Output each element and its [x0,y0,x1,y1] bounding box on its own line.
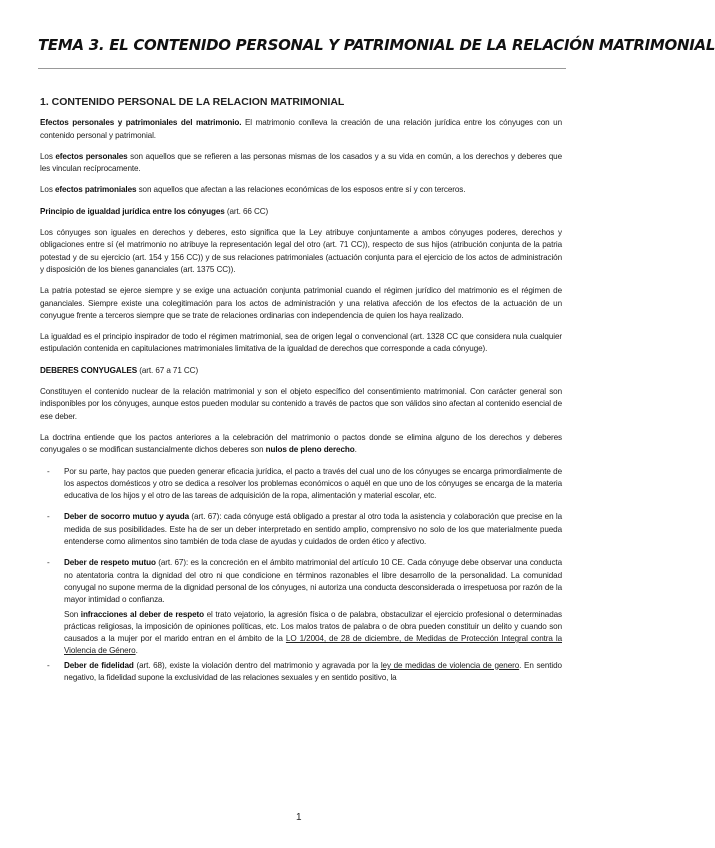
section-heading: 1. CONTENIDO PERSONAL DE LA RELACION MATRIMONIAL [40,96,345,108]
bullet-dash: - [47,466,50,476]
list-item [40,511,562,548]
paragraph-text: (art. 67 a 71 CC) [137,365,199,375]
list-item-text: . En sentido negativo, la fidelidad supone la exclusividad de las relaciones sexuales y en sentido positivo, la [64,660,562,682]
bold-text: efectos patrimoniales [54,185,137,195]
paragraph-text: . [354,445,357,455]
list-item-subparagraph [64,609,562,658]
bold-text: nulos de pleno derecho [265,445,355,455]
list-item-text: (art. 67): es la concreción en el ámbito matrimonial del artículo 10 CE. Cada cónyuge debe observar una conducta no atentatoria contra la dignidad del otro ni que condicione en términos razonables el libre desarrollo de la personalidad. La comunidad conyugal no supone merma de la dignidad personal de los cónyuges, ni autoriza una conducta desconsiderada o irrespetuosa por razón de la mayor intimidad o confianza. [64,558,562,605]
bullet-dash: - [47,558,50,568]
paragraph-contenido-nuclear: Constituyen el contenido nuclear de la relación matrimonial y son el objeto específico del consentimiento matrimonial. Con carácter general son indisponibles por los cónyuges, aunque estos pueden modular su contenido a través de pactos que son válidos sino afectan al contenido esencial de ese deber. [40,387,562,421]
bold-text: Deber de socorro mutuo y ayuda [64,512,190,522]
paragraph-text: Los [40,185,55,195]
document-title: TEMA 3. EL CONTENIDO PERSONAL Y PATRIMONIAL DE LA RELACIÓN MATRIMONIAL [38,36,715,54]
list-item-text: (art. 67): cada cónyuge está obligado a prestar al otro toda la asistencia y colaboración que precise en la medida de sus posibilidades. Este ha de ser un deber interpretado en sentido amplio, comprensivo no solo de los que materialmente pueda entenderse como alimentos sino también de toda clase de ayudas y cuidados de orden ético y afectivo. [64,512,562,547]
paragraph-text: (art. 66 CC) [224,206,269,216]
page-number: 1 [296,812,302,823]
list-item-text: Por su parte, hay pactos que pueden generar eficacia jurídica, el pacto a través del cual uno de los cónyuges se encarga primordialmente de los aspectos domésticos y otro se dedica a resolver los problemas económicos o aquél en que uno de los cónyuges se encarga de la materia educativa de los hijos y el otro de las tareas de adquisición de la ropa, alimentación y material escolar, etc. [64,466,562,501]
title-divider [38,68,566,69]
law-link[interactable]: LO 1/2004, de 28 de diciembre, de Medidas de Protección Integral contra la Violencia de Género [64,634,562,656]
paragraph-text: son aquellos que afectan a las relaciones económicas de los esposos entre sí y con terceros. [136,185,466,195]
list-item [40,466,562,503]
paragraph-patria-potestad: La patria potestad se ejerce siempre y se exige una actuación conjunta patrimonial cuando el régimen jurídico del matrimonio es el régimen de gananciales. Siempre existe una colegitimación para los actos de administración y una relativa afección de los efectos de la actuación de un conyugue frente a terceros siempre que se trate de relaciones ordinarias con independencia de quien los haya realizado. [40,286,562,320]
subheading-deberes [40,365,562,377]
paragraph-efectos [40,117,562,142]
list-item [40,557,562,657]
paragraph-text: La doctrina entiende que los pactos anteriores a la celebración del matrimonio o pactos donde se elimina alguno de los derechos y deberes conyugales o se modifican sustancialmente dichos deberes son [40,432,562,455]
deberes-list [40,466,562,685]
law-link[interactable]: ley de medidas de violencia de genero [380,660,520,670]
subheading-igualdad [40,206,562,218]
list-item [40,660,562,685]
bold-text: Principio de igualdad jurídica entre los cónyuges [40,206,225,216]
bold-text: Deber de respeto mutuo [64,558,156,568]
bold-text: Deber de fidelidad [64,660,134,670]
paragraph-text: El matrimonio conlleva la creación de una relación jurídica entre los cónyuges con un contenido personal y patrimonial. [40,118,562,140]
bold-text: efectos personales [55,151,128,161]
paragraph-text: son aquellos que se refieren a las personas mismas de los casados y a su vida en común, a los derechos y deberes que les vinculan recíprocamente. [40,151,562,174]
bullet-dash: - [47,660,50,670]
list-item-text: (art. 68), existe la violación dentro del matrimonio y agravada por la [133,660,381,670]
paragraph-text: Son [64,609,81,619]
paragraph-text: Los [40,151,56,161]
paragraph-igualdad: Los cónyuges son iguales en derechos y deberes, esto significa que la Ley atribuye conjuntamente a ambos cónyuges poderes, derechos y obligaciones entre sí (el matrimonio no atribuye la representación legal del otro (art. 71 CC)), respecto de sus hijos (atribución conjunta de la patria potestad y de su ejercicio (art. 154 y 156 CC)) y de sus relaciones patrimoniales (actuación conjunta para el ejercicio de los actos de administración y disposición de los bienes gananciales (art. 1375 CC)). [40,228,562,274]
bold-text: infracciones al deber de respeto [80,609,205,619]
paragraph-principio-inspirador: La igualdad es el principio inspirador de todo el régimen matrimonial, sea de origen legal o convencional (art. 1328 CC que considera nula cualquier estipulación contenida en capitulaciones matrimoniales limitativa de la igualdad de derechos que corresponde a cada cónyuge). [40,332,562,354]
paragraph-doctrina [40,432,562,457]
paragraph-efectos-patrimoniales [40,184,562,196]
bullet-dash: - [47,512,50,522]
document-body [40,96,562,693]
paragraph-efectos-personales [40,151,562,176]
paragraph-text: . [135,646,138,656]
paragraph-text: el trato vejatorio, la agresión física o de palabra, obstaculizar el ejercicio profesional o determinadas prácticas religiosas, la imposición de opiniones políticas, etc. Los malos tratos de palabra o de obra pueden constituir un delito y cuando son causados a la mujer por el marido entran en el ámbito de la [64,609,562,644]
bold-text: DEBERES CONYUGALES [40,365,138,375]
bold-text: Efectos personales y patrimoniales del matrimonio. [40,118,242,128]
